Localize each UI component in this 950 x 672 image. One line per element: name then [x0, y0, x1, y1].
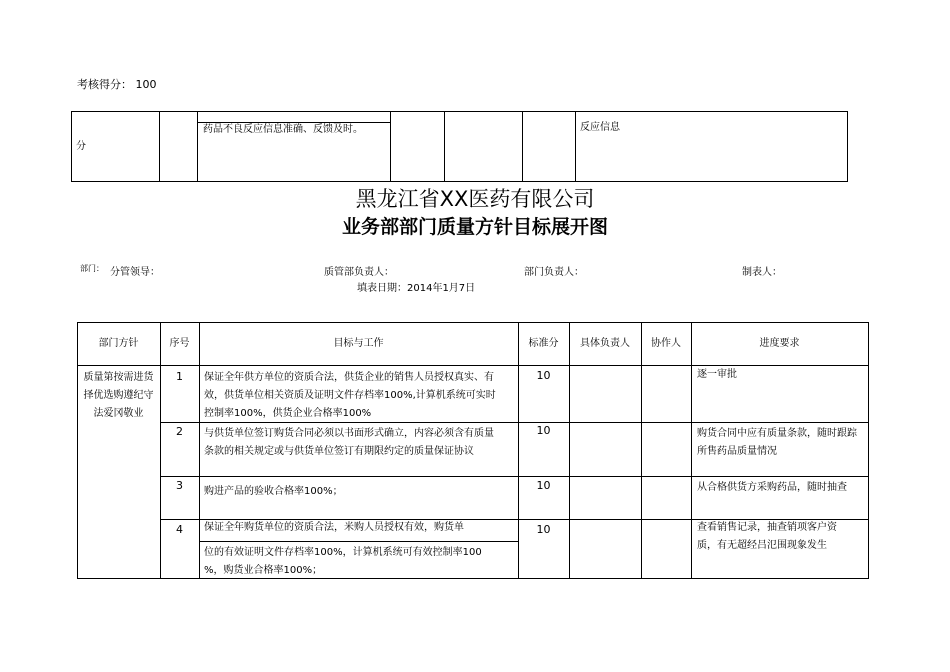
score-label: 考核得分： [77, 78, 132, 91]
row-4-no: 4 [176, 523, 183, 536]
row-4-score: 10 [536, 523, 551, 536]
row-2-score: 10 [536, 424, 551, 437]
row-1-score: 10 [536, 369, 551, 382]
row-4-target-rest: 位的有效证明文件存档率100%，计算机系统可有效控制率100 %，购货业合格率100%； [204, 547, 482, 576]
score-line [77, 76, 157, 92]
row-4-target-line-1: 保证全年购货单位的资质合法，米购人员授权有效，购货单 [204, 522, 464, 533]
top-item-text: 药品不良反应信息准确、反馈及时。 [203, 124, 363, 135]
row-3-no: 3 [176, 479, 183, 492]
page-title: 业务部部门质量方针目标展开图 [341, 216, 608, 238]
header-target: 目标与工作 [333, 338, 384, 349]
header-partner: 协作人 [651, 338, 681, 349]
qa-head-label: 质管部负责人： [324, 267, 394, 278]
fill-date: 填表日期：2014年1月7日 [357, 283, 476, 294]
top-right-text: 反应信息 [580, 122, 620, 133]
row-2-progress: 购货合同中应有质量条款，随时跟踪 所售药品质量情况 [697, 428, 857, 457]
row-2-target: 与供货单位签订购货合同必须以书面形式确立，内容必须含有质量 条款的相关规定或与供货单位签订有期限约定的质量保证协议 [204, 428, 494, 457]
company-title: 黑龙江省XX医药有限公司 [355, 187, 595, 211]
row-3-target: 购进产品的验收合格率100%； [204, 486, 343, 497]
row-1-no: 1 [176, 370, 183, 383]
policy-text: 质量第按需进货 择优选购遵纪守 法爱冈敬业 [83, 372, 154, 419]
header-owner: 具体负责人 [580, 338, 630, 349]
header-no: 序号 [169, 338, 190, 349]
header-progress: 进度要求 [759, 338, 800, 349]
dept-label: 部门： [80, 264, 104, 273]
row-3-score: 10 [536, 479, 551, 492]
header-score: 标准分 [528, 338, 559, 349]
dept-head-label: 部门负责人： [524, 267, 584, 278]
maker-label: 制表人： [742, 267, 782, 278]
row-1-target: 保证全年供方单位的资质合法，供货企业的销售人员授权真实、有 效，供货单位相关资质及证明文件存档率100%,计算机系统可实时 控制率100%，供货企业合格率100% [204, 372, 496, 419]
row-2-no: 2 [176, 425, 183, 438]
header-policy: 部门方针 [98, 338, 139, 349]
row-3-progress: 从合格供货方采购药品，随时抽查 [697, 482, 847, 493]
row-1-progress: 逐一审批 [697, 369, 737, 380]
top-left-cell: 分 [76, 141, 86, 152]
score-value: 100 [135, 78, 157, 91]
leader-label: 分管领导： [110, 267, 160, 278]
row-4-progress: 查看销售记录，抽查销项客户资 质，有无超经吕氾围现象发生 [697, 522, 837, 551]
